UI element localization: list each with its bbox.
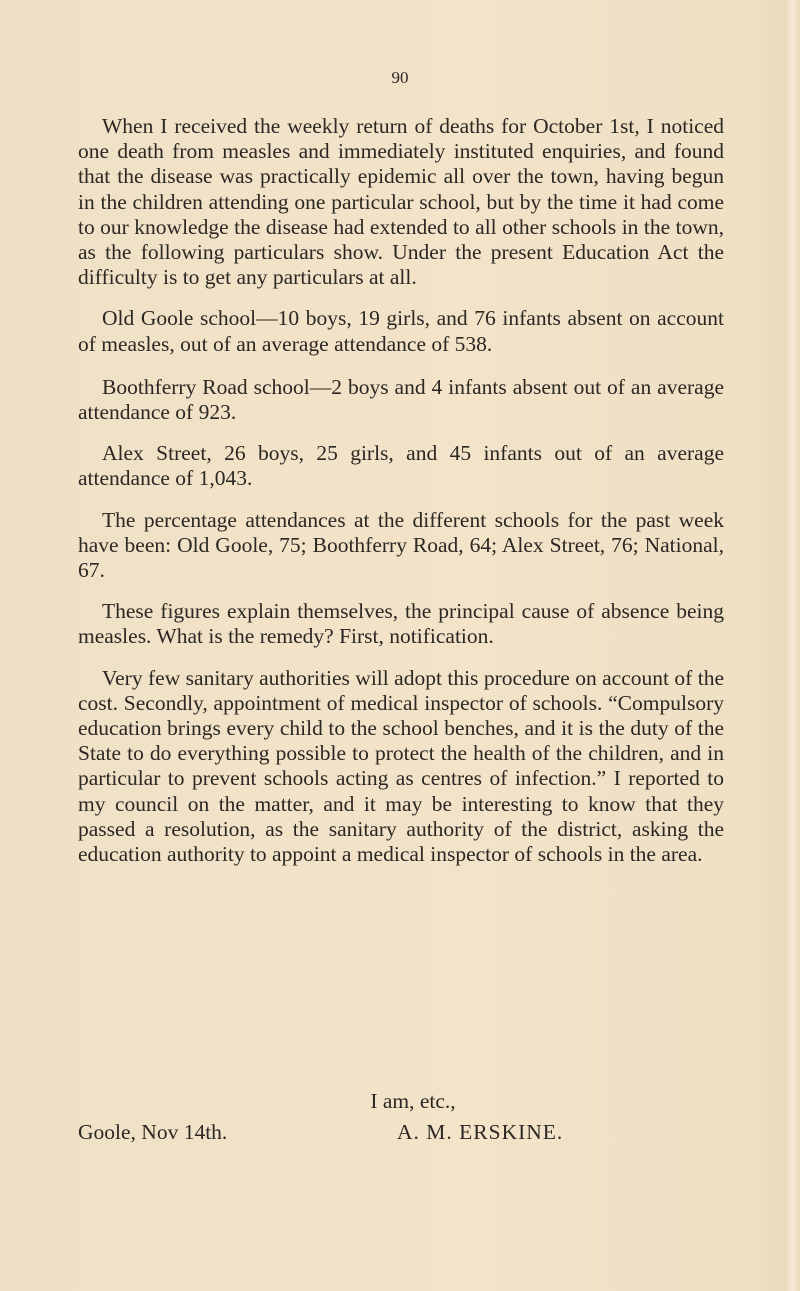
page-number: 90 [391,68,409,87]
paragraph-alex-street: Alex Street, 26 boys, 25 girls, and 45 infants out of an average attendance of 1,043. [78,441,724,491]
paragraph-remedy: These figures explain themselves, the principal cause of absence being measles. What is the remedy? First, notification. [78,599,724,649]
paragraph-boothferry-road: Boothferry Road school—2 boys and 4 infants absent out of an average attendance of 923. [78,374,724,425]
closing-salutation: I am, etc., [370,1089,456,1113]
paragraph-percentage-attendances: The percentage attendances at the different schools for the past week have been: Old Goole, 75; Boothferry Road, 64; Alex Street, 76; National, 67. [78,507,724,583]
paragraph-measles-discovery: When I received the weekly return of deaths for October 1st, I noticed one death from measles and immediately instituted enquiries, and found that the disease was practically epidemic all over the town, having begun in the children attending one particular school, but by the time it had come to our knowledge the disease had extended to all other schools in the town, as the following particulars show. Under the present Education Act the difficulty is to get any particulars at all. [78,114,724,290]
place-date: Goole, Nov 14th. [78,1120,228,1144]
signature: A. M. ERSKINE. [397,1120,564,1144]
paragraph-medical-inspector: Very few sanitary authorities will adopt this procedure on account of the cost. Secondly, appointment of medical inspector of schools. “Compulsory education brings every child to the school benches, and it is the duty of the State to do everything possible to protect the health of the children, and in particular to prevent schools acting as centres of infection.” I reported to my council on the matter, and it may be interesting to know that they passed a resolution, as the sanitary authority of the district, asking the education authority to appoint a medical inspector of schools in the area. [78,665,724,867]
paragraph-old-goole: Old Goole school—10 boys, 19 girls, and 76 infants absent on account of measles, out of an average attendance of 538. [78,306,724,356]
letter-body [78,114,724,883]
